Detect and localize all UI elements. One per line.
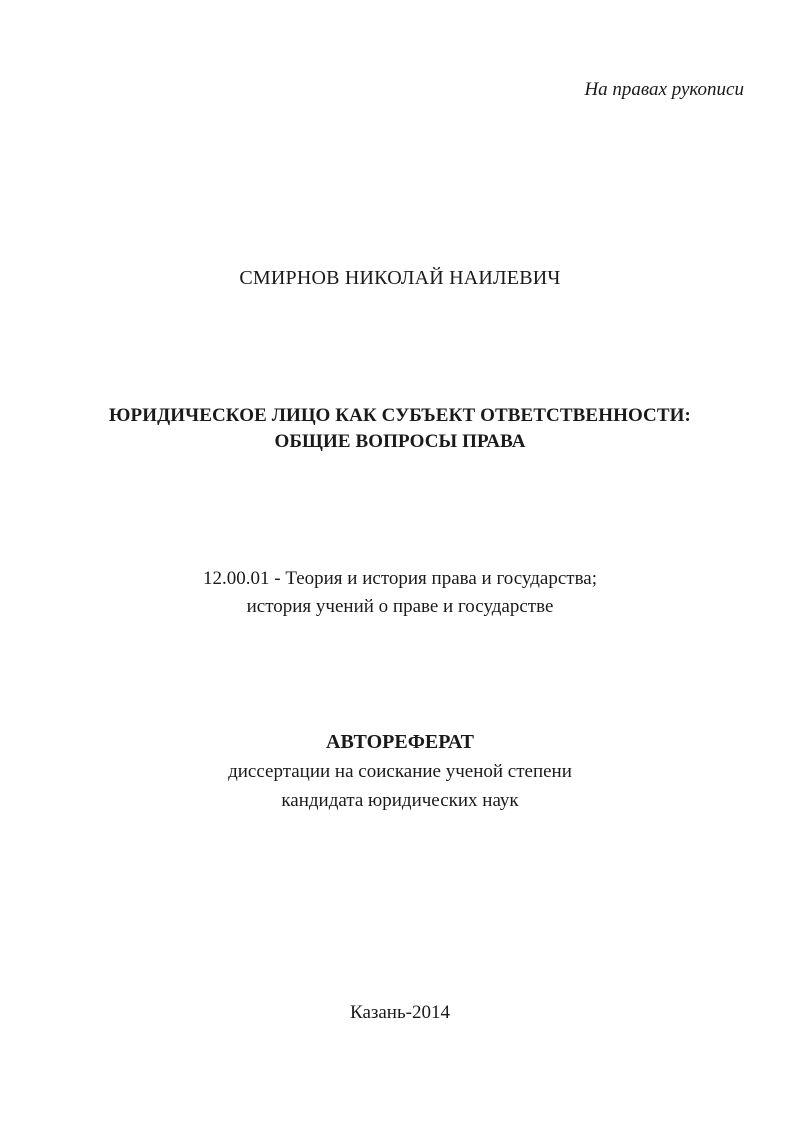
author-name: СМИРНОВ НИКОЛАЙ НАИЛЕВИЧ <box>239 267 561 289</box>
degree-description-line-1: диссертации на соискание ученой степени <box>228 761 572 782</box>
manuscript-rights-note: На правах рукописи <box>584 79 744 100</box>
abstract-heading: АВТОРЕФЕРАТ <box>326 731 474 753</box>
city-year: Казань-2014 <box>350 1002 450 1023</box>
specialty-line-2: история учений о праве и государстве <box>246 596 554 617</box>
degree-description-line-2: кандидата юридических наук <box>281 790 519 811</box>
specialty-line-1: 12.00.01 - Теория и история права и государства; <box>203 568 597 589</box>
dissertation-title-line-1: ЮРИДИЧЕСКОЕ ЛИЦО КАК СУБЪЕКТ ОТВЕТСТВЕННОСТИ: <box>109 405 691 426</box>
dissertation-title-line-2: ОБЩИЕ ВОПРОСЫ ПРАВА <box>274 431 526 452</box>
